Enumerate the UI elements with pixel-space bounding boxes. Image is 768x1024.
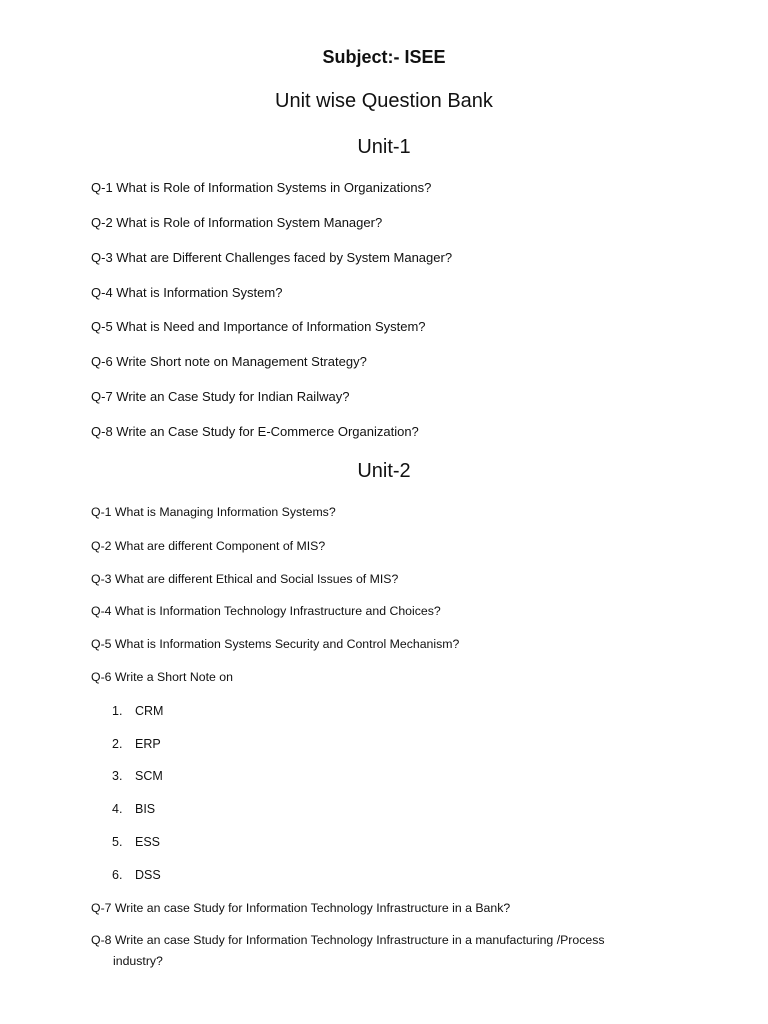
unit-1-question: Q-8 Write an Case Study for E-Commerce Organization? xyxy=(91,424,419,439)
unit-2-question: Q-7 Write an case Study for Information Technology Infrastructure in a Bank? xyxy=(91,901,511,915)
unit-2-heading: Unit-2 xyxy=(357,460,411,482)
unit-2-question: Q-4 What is Information Technology Infrastructure and Choices? xyxy=(91,604,441,618)
unit-1-question: Q-6 Write Short note on Management Strategy? xyxy=(91,354,367,369)
unit-1-question: Q-5 What is Need and Importance of Information System? xyxy=(91,319,426,334)
list-item-number: 2. xyxy=(112,737,123,751)
unit-1-question: Q-3 What are Different Challenges faced by System Manager? xyxy=(91,250,453,265)
list-item: SCM xyxy=(135,769,163,783)
unit-2-question: Q-6 Write a Short Note on xyxy=(91,670,233,684)
unit-1-question: Q-7 Write an Case Study for Indian Railway? xyxy=(91,389,350,404)
unit-2-question: Q-1 What is Managing Information Systems? xyxy=(91,505,336,519)
unit-1-question: Q-1 What is Role of Information Systems in Organizations? xyxy=(91,180,432,195)
list-item: ESS xyxy=(135,835,161,849)
list-item-number: 5. xyxy=(112,835,123,849)
list-item: BIS xyxy=(135,802,156,816)
unit-1-question: Q-2 What is Role of Information System Manager? xyxy=(91,215,383,230)
unit-2-question: Q-8 Write an case Study for Information Technology Infrastructure in a manufacturing /Process xyxy=(91,933,605,947)
list-item-number: 4. xyxy=(112,802,123,816)
list-item-number: 3. xyxy=(112,769,123,783)
list-item-number: 6. xyxy=(112,868,123,882)
list-item: ERP xyxy=(135,737,161,751)
subject-heading: Subject:- ISEE xyxy=(322,47,446,67)
unit-2-question: Q-3 What are different Ethical and Social Issues of MIS? xyxy=(91,572,399,586)
unit-2-question-continuation: industry? xyxy=(113,954,163,968)
unit-1-heading: Unit-1 xyxy=(357,136,411,158)
unit-2-question: Q-2 What are different Component of MIS? xyxy=(91,539,326,553)
list-item: DSS xyxy=(135,868,161,882)
unit-2-question: Q-5 What is Information Systems Security and Control Mechanism? xyxy=(91,637,460,651)
list-item-number: 1. xyxy=(112,704,123,718)
unit-1-question: Q-4 What is Information System? xyxy=(91,285,283,300)
list-item: CRM xyxy=(135,704,164,718)
page-title: Unit wise Question Bank xyxy=(275,90,493,112)
